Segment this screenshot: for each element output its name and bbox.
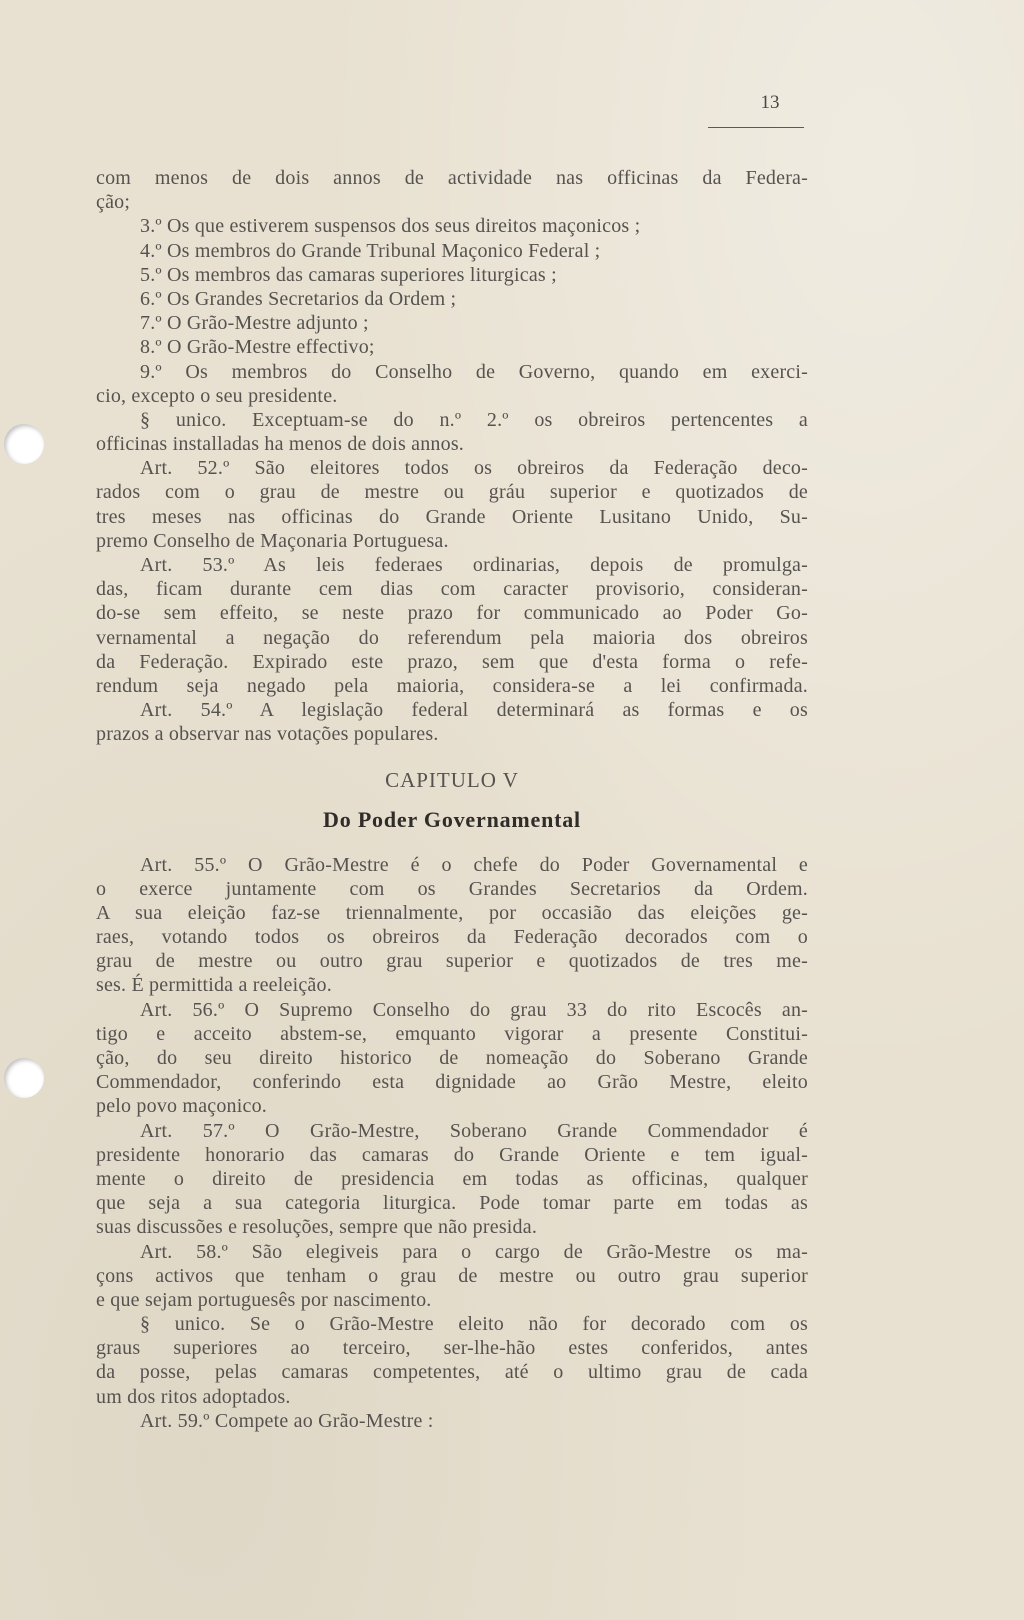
text-line: do-se sem effeito, se neste prazo for communicado ao Poder Go- <box>96 602 808 625</box>
text-line: ção, do seu direito historico de nomeação do Soberano Grande <box>96 1047 808 1069</box>
text-line: e que sejam portuguesês por nascimento. <box>96 1288 432 1311</box>
text-line: vernamental a negação do referendum pela maioria dos obreiros <box>96 626 808 649</box>
text-line: ses. É permittida a reeleição. <box>96 974 332 997</box>
text-line: Art. 54.º A legislação federal determinará as formas e os <box>140 699 808 722</box>
text-line: ção; <box>96 191 131 214</box>
text-line: grau de mestre ou outro grau superior e quotizados de tres me- <box>96 950 808 973</box>
text-line: officinas installadas ha menos de dois annos. <box>96 433 465 456</box>
text-line: çons activos que tenham o grau de mestre ou outro grau superior <box>96 1264 808 1287</box>
text-line: o exerce juntamente com os Grandes Secretarios da Ordem. <box>96 877 808 900</box>
text-line: pelo povo maçonico. <box>96 1095 267 1118</box>
text-line: raes, votando todos os obreiros da Federação decorados com o <box>96 926 808 949</box>
binder-hole-top <box>4 424 44 464</box>
text-line: 6.º Os Grandes Secretarios da Ordem ; <box>140 287 457 310</box>
text-line: tigo e acceito abstem-se, emquanto vigorar a presente Constitui- <box>96 1022 808 1045</box>
text-line: das, ficam durante cem dias com caracter provisorio, consideran- <box>96 578 808 601</box>
body-text <box>96 166 808 1433</box>
text-line: 4.º Os membros do Grande Tribunal Maçonico Federal ; <box>140 239 601 262</box>
text-line: Art. 58.º São elegiveis para o cargo de Grão-Mestre os ma- <box>140 1240 808 1263</box>
text-line: Art. 53.º As leis federaes ordinarias, depois de promulga- <box>140 554 808 576</box>
text-line: 7.º O Grão-Mestre adjunto ; <box>140 312 369 335</box>
text-line: graus superiores ao terceiro, ser-lhe-hão estes conferidos, antes <box>96 1337 808 1360</box>
text-line: § unico. Exceptuam-se do n.º 2.º os obreiros pertencentes a <box>140 408 808 431</box>
text-line: 8.º O Grão-Mestre effectivo; <box>140 336 375 359</box>
text-line: Art. 57.º O Grão-Mestre, Soberano Grande Commendador é <box>140 1119 808 1142</box>
text-line: premo Conselho de Maçonaria Portuguesa. <box>96 529 449 552</box>
text-line: tres meses nas officinas do Grande Oriente Lusitano Unido, Su- <box>96 505 808 528</box>
chapter-subtitle: Do Poder Governamental <box>323 806 581 832</box>
text-line: Commendador, conferindo esta dignidade ao Grão Mestre, eleito <box>96 1071 808 1094</box>
page-number: 13 <box>760 92 780 113</box>
text-line: rados com o grau de mestre ou gráu superior e quotizados de <box>96 481 808 504</box>
text-line: um dos ritos adoptados. <box>96 1385 291 1408</box>
chapter-heading: CAPITULO V <box>385 767 519 792</box>
text-line: que seja a sua categoria liturgica. Pode tomar parte em todas as <box>96 1192 808 1215</box>
text-line: rendum seja negado pela maioria, considera-se a lei confirmada. <box>96 674 808 697</box>
text-line: 9.º Os membros do Conselho de Governo, quando em exerci- <box>140 360 808 383</box>
binder-hole-bottom <box>4 1058 44 1098</box>
text-line: mente o direito de presidencia em todas as officinas, qualquer <box>96 1167 808 1190</box>
text-line: cio, excepto o seu presidente. <box>96 384 338 407</box>
text-line: Art. 59.º Compete ao Grão-Mestre : <box>140 1409 434 1432</box>
text-line: Art. 55.º O Grão-Mestre é o chefe do Poder Governamental e <box>140 853 808 876</box>
text-line: Art. 56.º O Supremo Conselho do grau 33 do rito Escocês an- <box>140 998 808 1021</box>
text-line: 5.º Os membros das camaras superiores liturgicas ; <box>140 263 557 286</box>
text-line: § unico. Se o Grão-Mestre eleito não for decorado com os <box>140 1313 808 1336</box>
text-line: presidente honorario das camaras do Grande Oriente e tem igual- <box>96 1143 808 1166</box>
text-line: da Federação. Expirado este prazo, sem que d'esta forma o refe- <box>96 650 808 673</box>
page-number-rule <box>708 127 804 128</box>
text-line: com menos de dois annos de actividade nas officinas da Federa- <box>96 167 808 189</box>
text-line: prazos a observar nas votações populares. <box>96 723 439 746</box>
text-line: Art. 52.º São eleitores todos os obreiros da Federação deco- <box>140 457 808 480</box>
text-line: da posse, pelas camaras competentes, até o ultimo grau de cada <box>96 1361 808 1384</box>
text-line: A sua eleição faz-se triennalmente, por occasião das eleições ge- <box>96 901 808 924</box>
text-line: 3.º Os que estiverem suspensos dos seus direitos maçonicos ; <box>140 215 641 238</box>
text-line: suas discussões e resoluções, sempre que não presida. <box>96 1216 538 1239</box>
